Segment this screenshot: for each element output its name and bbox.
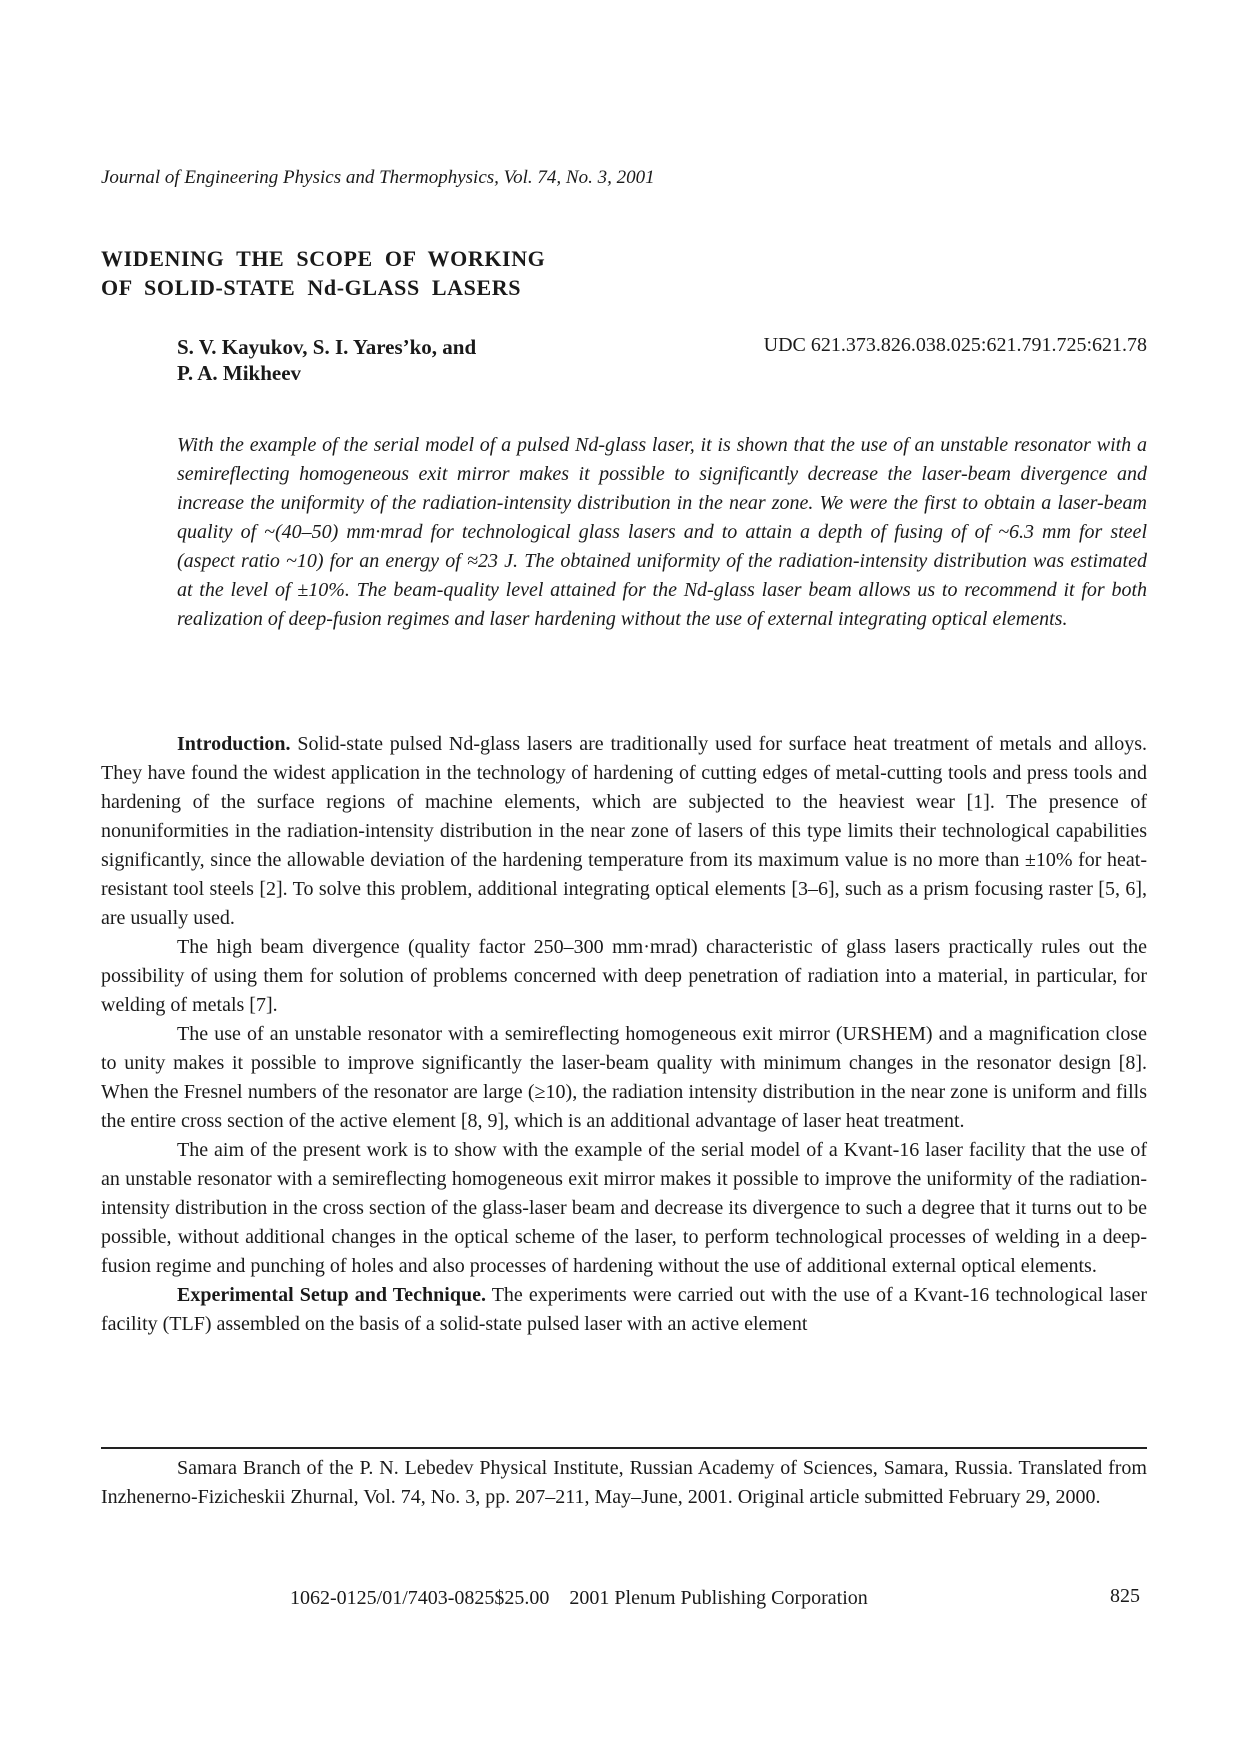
page-number: 825 — [1110, 1585, 1140, 1607]
body-text — [101, 730, 1147, 1339]
article-title — [101, 244, 701, 302]
authors-line-1: S. V. Kayukov, S. I. Yares’ko, and — [177, 335, 477, 359]
authors-line-2: P. A. Mikheev — [177, 361, 302, 385]
title-line-1: WIDENING THE SCOPE OF WORKING — [101, 246, 546, 271]
paragraph-introduction — [101, 730, 1147, 933]
abstract: With the example of the serial model of a pulsed Nd-glass laser, it is shown that the use of an unstable resonator with a semireflecting homogeneous exit mirror makes it possible to significantly decrease the laser-beam divergence and increase the uniformity of the radiation-intensity distribution in the near zone. We were the first to obtain a laser-beam quality of ~(40–50) mm·mrad for technological glass lasers and to attain a depth of fusing of of ~6.3 mm for steel (aspect ratio ~10) for an energy of ≈23 J. The obtained uniformity of the radiation-intensity distribution was estimated at the level of ±10%. The beam-quality level attained for the Nd-glass laser beam allows us to recommend it for both realization of deep-fusion regimes and laser hardening without the use of external integrating optical elements. — [177, 434, 1147, 630]
paragraph-experimental — [101, 1281, 1147, 1339]
section-heading-introduction: Introduction. — [177, 733, 291, 755]
title-line-2: OF SOLID-STATE Nd-GLASS LASERS — [101, 275, 522, 300]
paragraph-text: The experiments were carried out with the use of a Kvant-16 technological laser facility (TLF) assembled on the basis of a solid-state pulsed laser with an active element — [101, 1284, 1147, 1335]
footnote-divider — [101, 1447, 1147, 1449]
paragraph: The aim of the present work is to show with the example of the serial model of a Kvant-16 laser facility that the use of an unstable resonator with a semireflecting homogeneous exit mirror makes it possible to improve the uniformity of the radiation-intensity distribution in the cross section of the glass-laser beam and decrease its divergence to such a degree that it turns out to be possible, without additional changes in the optical scheme of the laser, to perform technological processes of welding in a deep-fusion regime and punching of holes and also processes of hardening without the use of additional external optical elements. — [101, 1139, 1147, 1277]
udc-code: UDC 621.373.826.038.025:621.791.725:621.78 — [763, 334, 1147, 356]
authors — [177, 334, 577, 386]
section-heading-experimental: Experimental Setup and Technique. — [177, 1284, 486, 1306]
paragraph: The high beam divergence (quality factor 250–300 mm·mrad) characteristic of glass lasers practically rules out the possibility of using them for solution of problems concerned with deep penetration of radiation into a material, in particular, for welding of metals [7]. — [101, 936, 1147, 1016]
journal-citation: Journal of Engineering Physics and Thermophysics, Vol. 74, No. 3, 2001 — [101, 167, 655, 188]
footnote-affiliation: Samara Branch of the P. N. Lebedev Physical Institute, Russian Academy of Sciences, Samara, Russia. Translated from Inzhenerno-Fizicheskii Zhurnal, Vol. 74, No. 3, pp. 207–211, May–June, 2001. Original article submitted February 29, 2000. — [101, 1457, 1147, 1508]
issn-line: 1062-0125/01/7403-0825$25.00 2001 Plenum Publishing Corporation — [290, 1587, 868, 1609]
paragraph: The use of an unstable resonator with a semireflecting homogeneous exit mirror (URSHEM) and a magnification close to unity makes it possible to improve significantly the laser-beam quality with minimum changes in the resonator design [8]. When the Fresnel numbers of the resonator are large (≥10), the radiation intensity distribution in the near zone is uniform and fills the entire cross section of the active element [8, 9], which is an additional advantage of laser heat treatment. — [101, 1023, 1147, 1132]
paragraph-text: Solid-state pulsed Nd-glass lasers are traditionally used for surface heat treatment of metals and alloys. They have found the widest application in the technology of hardening of cutting edges of metal-cutting tools and press tools and hardening of the surface regions of machine elements, which are subjected to the heaviest wear [1]. The presence of nonuniformities in the radiation-intensity distribution in the near zone of lasers of this type limits their technological capabilities significantly, since the allowable deviation of the hardening temperature from its maximum value is no more than ±10% for heat-resistant tool steels [2]. To solve this problem, additional integrating optical elements [3–6], such as a prism focusing raster [5, 6], are usually used. — [101, 733, 1147, 929]
